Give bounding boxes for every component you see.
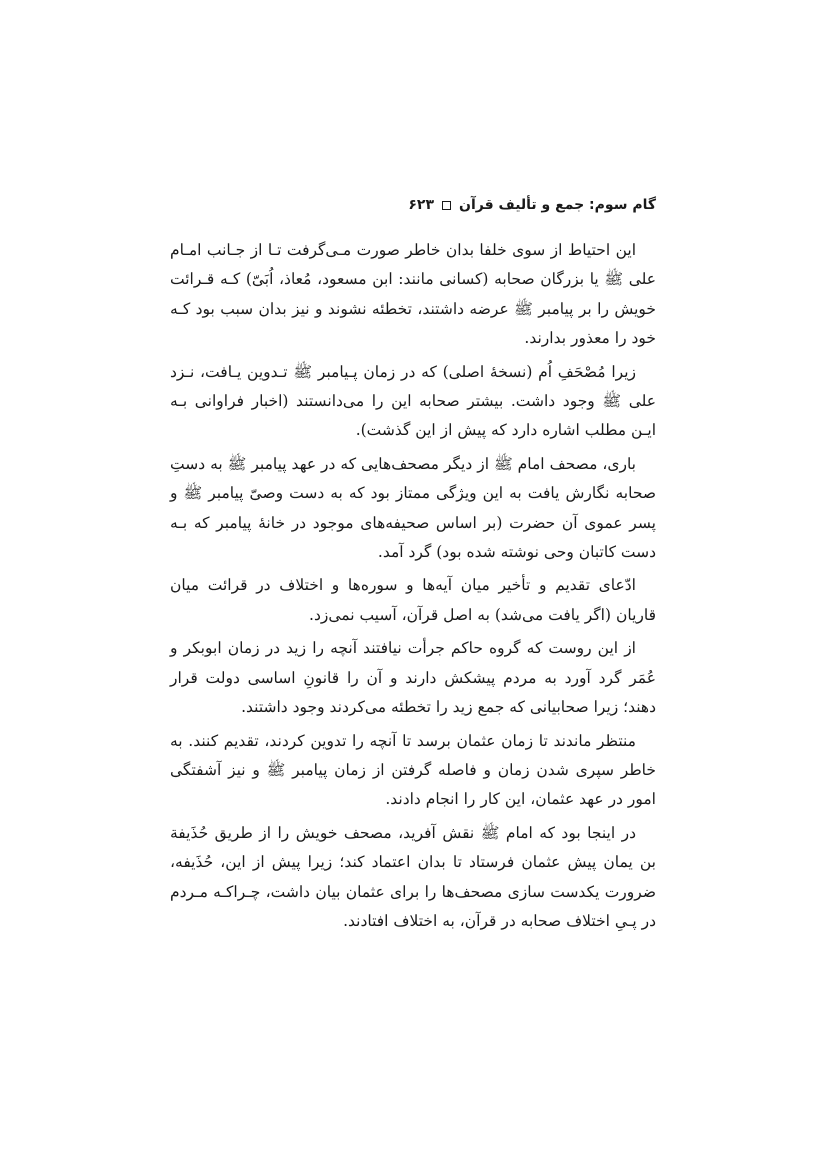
paragraph: زیرا مُصْحَفِ اُم (نسخهٔ اصلی) که در زمان پـیامبر ﷺ تـدوین یـافت، نـزد علی ﷺ وجود داشت. بیشتر صحابه این را می‌دانستند (اخبار فراوانی بـه ایـن مطلب اشاره دارد که پیش از این گذشت). <box>170 362 656 440</box>
separator-box-icon <box>442 201 451 210</box>
paragraph: در اینجا بود که امام ﷺ نقش آفرید، مصحف خویش را از طریق حُذَیفة بن یمان پیش عثمان فرستاد تا بدان اعتماد کند؛ زیرا پیش از این، حُذَیفه، ضرورت یکدست سازی مصحف‌ها را برای عثمان بیان داشت، چـراکـه مـردم در پـیِ اختلاف صحابه در قرآن، به اختلاف افتادند. <box>170 823 656 930</box>
paragraph: باری، مصحف امام ﷺ از دیگر مصحف‌هایی که در عهد پیامبر ﷺ به دستِ صحابه نگارش یافت به این ویژگی ممتاز بود که به دست وصیّ پیامبر ﷺ و پسر عموی آن حضرت (بر اساس صحیفه‌های موجود در خانهٔ پیامبر که بـه دست کاتبان وحی نوشته شده بود) گرد آمد. <box>170 454 656 562</box>
paragraph: از این روست که گروه حاکم جرأت نیافتند آنچه را زید در زمان ابوبکر و عُمَر گرد آورد به مردم پیشکش دارند و آن را قانونِ اساسی دولت قرار دهند؛ زیرا صحابیانی که جمع زید را تخطئه می‌کردند وجود داشتند. <box>170 639 656 717</box>
running-head <box>170 192 656 218</box>
paragraph: این احتیاط از سوی خلفا بدان خاطر صورت مـی‌گرفت تـا از جـانب امـام علی ﷺ یا بزرگان صحابه (کسانی مانند: ابن مسعود، مُعاذ، اُبَیّ) کـه قـرائت خویش را بر پیامبر ﷺ عرضه داشتند، تخطئه نشوند و نیز بدان سبب بود کـه خود را معذور بدارند. <box>170 241 656 348</box>
page-number: ۶۲۳ <box>408 197 435 213</box>
paragraph: منتظر ماندند تا زمان عثمان برسد تا آنچه را تدوین کردند، تقدیم کنند. به خاطر سپری شدن زمان و فاصله گرفتن از زمان پیامبر ﷺ و نیز آشفتگی امور در عهد عثمان، این کار را انجام دادند. <box>170 731 656 809</box>
chapter-title: گام سوم: جمع و تألیف قرآن <box>459 197 656 213</box>
paragraph: ادّعای تقدیم و تأخیر میان آیه‌ها و سوره‌ها و اختلاف در قرائت میان قاریان (اگر یافت می‌شد) به اصل قرآن، آسیب نمی‌زد. <box>170 576 656 624</box>
body-text <box>170 236 656 940</box>
